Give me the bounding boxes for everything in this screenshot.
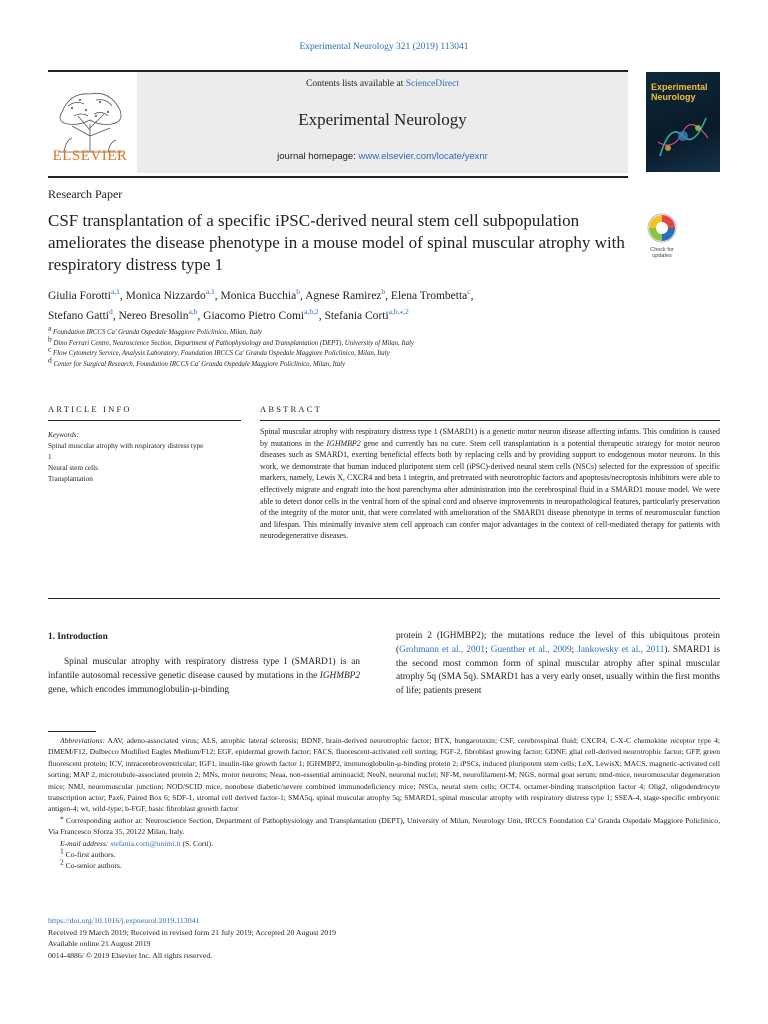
journal-title: Experimental Neurology [298, 110, 467, 129]
author[interactable]: Stefano Gatti$^d$ [48, 307, 113, 322]
paper-type: Research Paper [48, 187, 123, 201]
copyright: 0014-4886/ © 2019 Elsevier Inc. All rights reserved. [48, 951, 213, 961]
keyword: Spinal muscular atrophy with respiratory distress type 1 [48, 442, 204, 461]
author[interactable]: Giulia Forotti$^{a,1}$ [48, 287, 120, 302]
footnotes [48, 735, 720, 872]
keyword: Transplantation [48, 475, 93, 483]
affiliation: $^b$ Dino Ferrari Centre, Neuroscience Section, Department of Pathophysiology and Transplantation (DEPT), University of Milan, Italy [48, 334, 414, 347]
citation-link[interactable]: Jankowsky et al., 2011 [577, 644, 665, 655]
crossmark-label-1: Check for [650, 247, 674, 253]
author[interactable]: Nereo Bresolin$^{a,b}$ [118, 307, 198, 322]
journal-homepage [137, 151, 628, 162]
author[interactable]: Giacomo Pietro Comi$^{a,b,2}$ [203, 307, 319, 322]
crossmark-label-2: updates [652, 253, 672, 259]
author[interactable]: Monica Bucchia$^b$ [220, 287, 300, 302]
author[interactable]: Monica Nizzardo$^{a,1}$ [125, 287, 215, 302]
affiliation: $^c$ Flow Cytometry Service, Analysis Laboratory, Foundation IRCCS Ca' Granda Ospedale Maggiore Policlinico, Milan, Italy [48, 344, 390, 357]
keywords-label: Keywords: [48, 431, 79, 439]
received-dates: Received 19 March 2019; Received in revised form 21 July 2019; Accepted 20 August 2019 [48, 927, 336, 937]
cover-title: Experimental Neurology [651, 82, 708, 102]
doi-link[interactable]: https://doi.org/10.1016/j.expneurol.2019.113041 [48, 916, 200, 925]
abstract-heading: ABSTRACT [260, 404, 322, 414]
available-online: Available online 21 August 2019 [48, 939, 151, 949]
publisher-wordmark: ELSEVIER [52, 148, 128, 164]
check-for-updates-icon[interactable] [640, 211, 684, 261]
sciencedirect-link[interactable]: ScienceDirect [405, 79, 459, 89]
section-heading-introduction: 1. Introduction [48, 632, 108, 642]
front-matter-bottom-rule [48, 598, 720, 599]
contents-prefix: Contents lists available at [305, 79, 406, 89]
homepage-label: journal homepage: [277, 151, 359, 162]
journal-cover-image[interactable] [646, 72, 720, 172]
article-info-rule [48, 420, 241, 421]
homepage-link[interactable]: www.elsevier.com/locate/yexnr [358, 151, 488, 162]
cover-artwork [654, 112, 712, 162]
affiliations [48, 323, 688, 370]
abstract-text: Spinal muscular atrophy with respiratory distress type 1 (SMARD1) is a genetic motor neuron disease affecting infants. This condition is caused by mutations in the IGHMBP2 gene and currently has no cure. Stem cell transplantation is a potential therapeutic strategy for motor neuron diseases such as SMARD1, exerting beneficial effects both by replacing cells and by providing support to endogenous motor neurons. In this work, we demonstrate that human induced pluripotent stem cell (iPSC)-derived neural stem cells (NSCs) selected for the expression of specific markers, namely, Lewis X, CXCR4 and beta 1 integrin, and pretreated with neurotrophic factors and apoptosis/necroptosis inhibitors were able to effectively migrate and engraft into the host parenchyma after administration into the cerebrospinal fluid in a SMARD1 mouse model. We were able to detect donor cells in the ventral horn of the spinal cord and observe improvements in neuropathological features, particularly preservation of the integrity of the motor unit, that were correlated with amelioration of the SMARD1 disease phenotype in terms of neuromuscular function and lifespan. This minimally invasive stem cell approach can confer major advantages in the context of cell-mediated therapy for patients with neurodegenerative diseases. [260, 427, 720, 541]
intro-column-1: Spinal muscular atrophy with respiratory distress type I (SMARD1) is an infantile autosomal recessive genetic disease caused by mutations in the IGHMBP2 gene, which encodes immunoglobulin-μ-binding [48, 657, 360, 695]
contents-availability [137, 79, 628, 89]
email-link[interactable]: stefania.corti@unimi.it [110, 838, 181, 848]
co-first-footnote: $^1$ Co-first authors. [60, 846, 116, 860]
citation-link[interactable]: Grohmann et al., 2001 [399, 644, 485, 655]
author[interactable]: Agnese Ramirez$^b$ [305, 287, 386, 302]
paper-title: CSF transplantation of a specific iPSC-derived neural stem cell subpopulation ameliorates the disease phenotype in a mouse model of spinal muscular atrophy with respiratory distress type 1 [48, 211, 625, 274]
keyword: Neural stem cells [48, 464, 98, 472]
article-info-heading: ARTICLE INFO [48, 404, 132, 414]
author[interactable]: Elena Trombetta$^c$ [390, 287, 471, 302]
affiliation: $^a$ Foundation IRCCS Ca' Granda Ospedale Maggiore Policlinico, Milan, Italy [48, 323, 262, 336]
affiliation: $^d$ Center for Surgical Research, Foundation IRCCS Ca' Granda Ospedale Maggiore Policlinico, Milan, Italy [48, 355, 346, 368]
abstract-rule [260, 420, 720, 421]
footnote-rule [48, 731, 96, 732]
citation-link[interactable]: Guenther et al., 2009 [490, 644, 572, 655]
intro-column-2: protein 2 (IGHMBP2); the mutations reduce the level of this ubiquitous protein (Grohmann et al., 2001; Guenther et al., 2009; Jankowsky et al., 2011). SMARD1 is the second most common form of spinal muscular atrophy after spinal muscular atrophy 5q (SMA 5q). SMARD1 has a very early onset, usually within the first months of life; patients present [396, 631, 720, 697]
journal-reference[interactable]: Experimental Neurology 321 (2019) 113041 [299, 42, 469, 52]
abbreviations-footnote: Abbreviations: AAV, adeno-associated virus; ALS, atrophic lateral sclerosis; BDNF, brain-derived neurotrophic factor; BTX, bungarotoxin; CSF, cerebrospinal fluid; CXCR4, C-X-C chemokine receptor type 4; DMEM/F12, Dulbecco Modified Eagles Medium/F12; EGF, epidermal growth factor; FACS, fluorescent-activated cell sorting; FGF-2, fibroblast growing factor; GDNF, glial cell-derived neurotrophic factor; GFP, green fluorescent protein; ICV, intracerebroventricular; IGF1, insulin-like growth factor 1; IGHMBP2, immunoglobulin-μ-binding protein 2; iPSCs, induced pluripotent stem cells; LeX, LewisX; MACS, magnetic-activated cell sorting; MAP 2, microtubule-associated protein 2; MNs, motor neurons; Neaa, non-essential aminoacid; NeuN, neuronal nuclei; NF-M, neurofilament-M; NGS, normal goat serum; nmd-mice, neuromuscular degeneration mice; NMJ, neuromuscular junction; NOD/SCID mice, nonobese diabetic/severe combined immunodeficiency mice; NSCs, neural stem cells; OCT4, octamer-binding transcription factor 4; Olig2, oligodendrocyte transcription actor; Pax6, Paired Box 6; SDF-1, stromal cell derived factor-1; SMA5q, spinal muscular atrophy 5q; SMARD1, spinal muscular atrophy with respiratory distress type 1; SSEA-4, stage-specific embryonic antigen-4; wt, wild-type; b-FGF, basic fibroblast growth factor [48, 736, 720, 814]
author-list: Giulia Forotti$^{a,1}$, Monica Nizzardo$^{a,1}$, Monica Bucchia$^b$, Agnese Ramirez$^b$, Elena Trombetta$^c$, Stefano Gatti$^d$, Nereo Bresolin$^{a,b}$, Giacomo Pietro Comi$^{a,b,2}$, Stefania Corti$^{a,b,⁎,2}$ [48, 287, 474, 322]
header-bottom-rule [48, 176, 628, 178]
publication-info [48, 915, 720, 962]
co-senior-footnote: $^2$ Co-senior authors. [60, 857, 122, 871]
corresponding-author-footnote: ⁎ Corresponding author at: Neuroscience Section, Department of Pathophysiology and Transplantation (DEPT), University of Milan, Neurology Unit, IRCCS Foundation Ca' Granda Ospedale Maggiore Policlinico, Via Francesco Sforza 35, 20122 Milan, Italy. [48, 812, 720, 837]
keywords-block [48, 430, 208, 485]
author[interactable]: Stefania Corti$^{a,b,⁎,2}$ [324, 307, 409, 322]
email-footnote: E-mail address: stefania.corti@unimi.it (S. Corti). [60, 838, 214, 848]
